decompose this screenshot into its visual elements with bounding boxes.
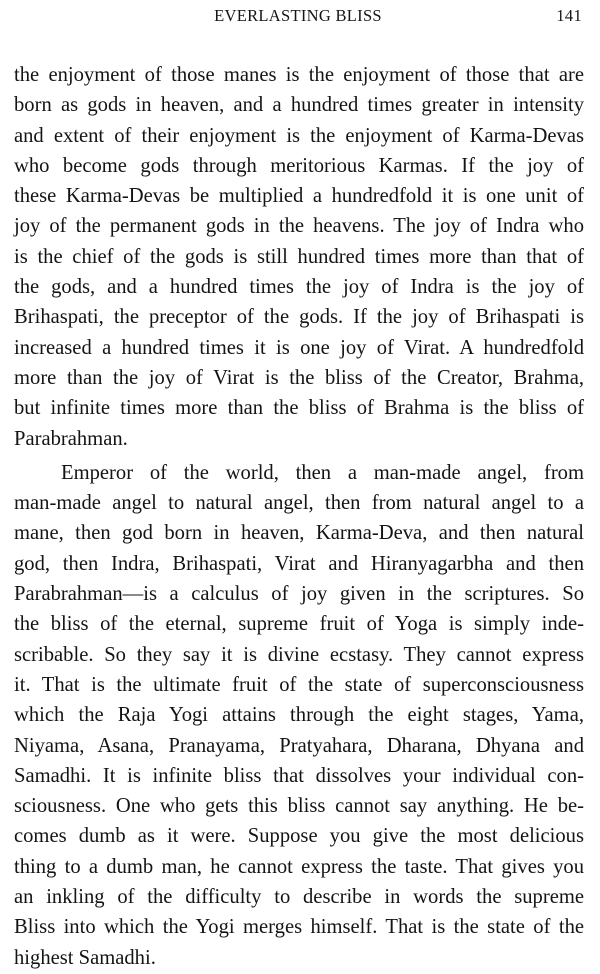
body-text <box>14 60 584 973</box>
paragraph-2 <box>14 458 584 973</box>
text-line: Brihaspati, the preceptor of the gods. If the joy of Brihaspati is <box>14 306 584 329</box>
paragraph-1 <box>14 60 584 454</box>
text-line: comes dumb as it were. Suppose you give the most delicious <box>14 825 584 848</box>
text-line: and extent of their enjoyment is the enjoyment of Karma-Devas <box>14 124 584 147</box>
text-line: mane, then god born in heaven, Karma-Deva, and then natural <box>14 522 584 545</box>
text-line: Parabrahman. <box>14 427 128 450</box>
text-line: the bliss of the eternal, supreme fruit of Yoga is simply inde- <box>14 613 584 636</box>
text-line: Bliss into which the Yogi merges himself. That is the state of the <box>14 916 584 939</box>
text-line: the enjoyment of those manes is the enjoyment of those that are <box>14 64 584 86</box>
text-line: man-made angel to natural angel, then from natural angel to a <box>14 492 584 515</box>
text-line: these Karma-Devas be multiplied a hundredfold it is one unit of <box>14 185 584 208</box>
text-line: Emperor of the world, then a man-made angel, from <box>61 461 584 484</box>
text-line: Parabrahman—is a calculus of joy given in the scriptures. So <box>14 583 584 606</box>
text-line: who become gods through meritorious Karmas. If the joy of <box>14 154 584 177</box>
page-number: 141 <box>556 6 582 25</box>
text-line: which the Raja Yogi attains through the eight stages, Yama, <box>14 704 584 727</box>
text-line: highest Samadhi. <box>14 946 156 969</box>
text-line: sciousness. One who gets this bliss cannot say anything. He be- <box>14 795 584 818</box>
text-line: increased a hundred times it is one joy of Virat. A hundredfold <box>14 336 584 359</box>
text-line: it. That is the ultimate fruit of the state of superconsciousness <box>14 673 584 696</box>
text-line: the gods, and a hundred times the joy of Indra is the joy of <box>14 276 584 299</box>
text-line: scribable. So they say it is divine ecstasy. They cannot express <box>14 643 584 666</box>
running-head <box>14 6 582 30</box>
text-line: more than the joy of Virat is the bliss of the Creator, Brahma, <box>14 366 584 389</box>
running-title: EVERLASTING BLISS <box>214 6 382 25</box>
text-line: thing to a dumb man, he cannot express the taste. That gives you <box>14 855 584 878</box>
text-line: god, then Indra, Brihaspati, Virat and Hiranyagarbha and then <box>14 552 584 575</box>
text-line: but infinite times more than the bliss of Brahma is the bliss of <box>14 397 584 420</box>
text-line: joy of the permanent gods in the heavens. The joy of Indra who <box>14 215 584 238</box>
text-line: born as gods in heaven, and a hundred times greater in intensity <box>14 94 584 117</box>
text-line: Niyama, Asana, Pranayama, Pratyahara, Dharana, Dhyana and <box>14 734 584 757</box>
text-line: an inkling of the difficulty to describe in words the supreme <box>14 886 584 909</box>
text-line: Samadhi. It is infinite bliss that dissolves your individual con- <box>14 764 584 787</box>
text-line: is the chief of the gods is still hundred times more than that of <box>14 245 584 268</box>
